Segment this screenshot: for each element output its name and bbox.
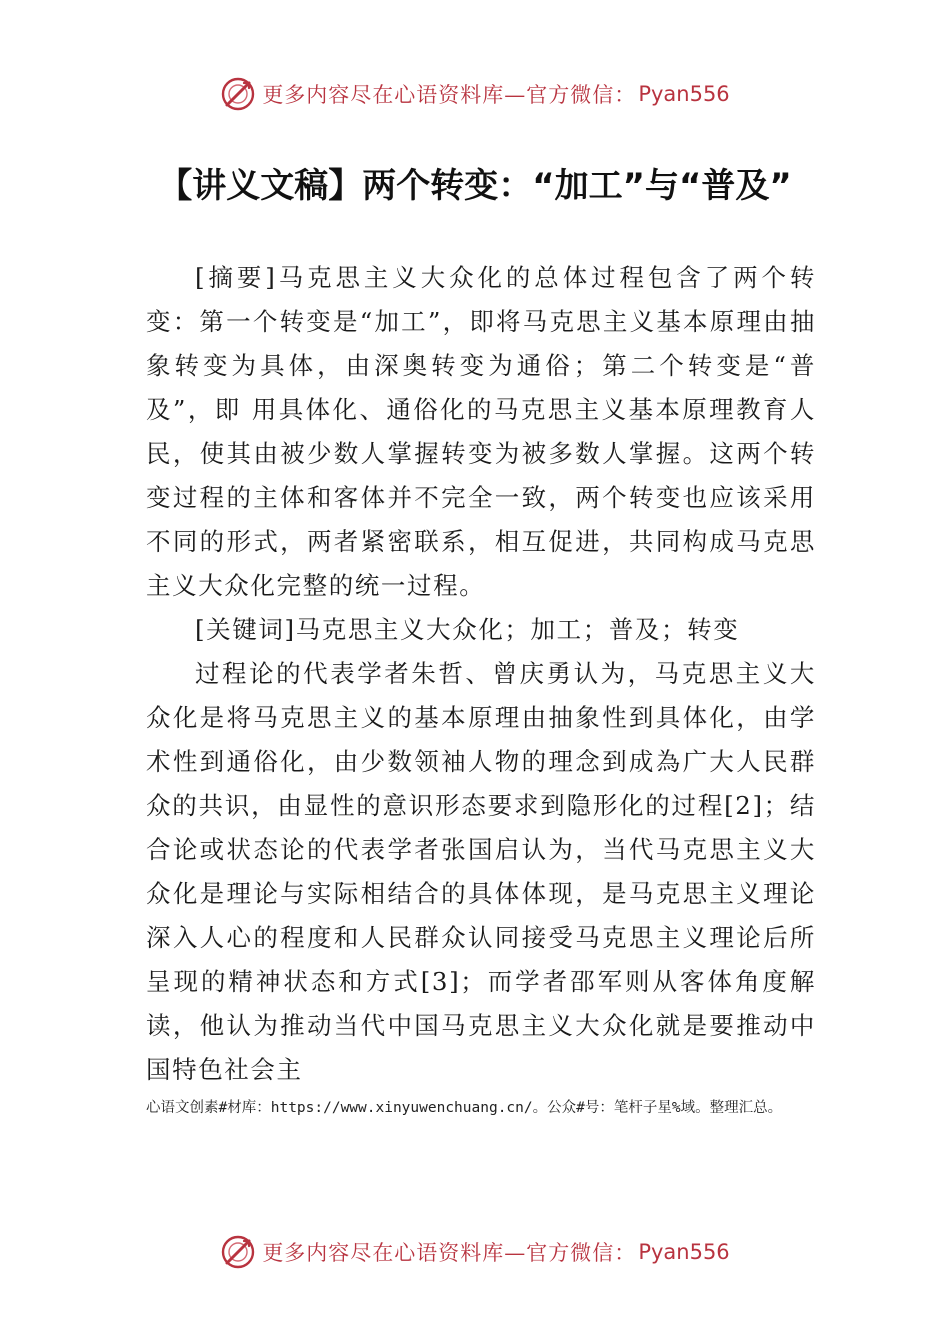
source-note: 心语文创素#材库：https://www.xinyuwenchuang.cn/。公众#号：笔杆子星%域。整理汇总。 — [146, 1100, 783, 1116]
header-banner — [0, 74, 950, 114]
banner-text: 更多内容尽在心语资料库—官方微信： — [262, 83, 637, 107]
document-body — [146, 256, 816, 1092]
banner-text: 更多内容尽在心语资料库—官方微信： — [262, 1241, 637, 1265]
document-title: 【讲义文稿】两个转变：“加工”与“普及” — [158, 166, 792, 206]
body-paragraph: 过程论的代表学者朱哲、曾庆勇认为，马克思主义大众化是将马克思主义的基本原理由抽象性到具体化，由学术性到通俗化，由少数领袖人物的理念到成為广大人民群众的共识，由显性的意识形态要求到隐形化的过程[2]；结合论或状态论的代表学者张国启认为，当代马克思主义大众化是理论与实际相结合的具体体现，是马克思主义理论深入人心的程度和人民群众认同接受马克思主义理论后所呈现的精神状态和方式[3]；而学者邵军则从客体角度解读，他认为推动当代中国马克思主义大众化就是要推动中国特色社会主 — [146, 659, 816, 1084]
wechat-id: Pyan556 — [638, 1240, 730, 1264]
brand-logo-icon — [220, 1234, 256, 1270]
footer-banner — [0, 1232, 950, 1272]
brand-logo-icon — [220, 76, 256, 112]
wechat-id: Pyan556 — [638, 82, 730, 106]
abstract-paragraph: [摘要]马克思主义大众化的总体过程包含了两个转变：第一个转变是“加工”，即将马克思主义基本原理由抽象转变为具体，由深奥转变为通俗；第二个转变是“普及”，即 用具体化、通俗化的马克思主义基本原理教育人民，使其由被少数人掌握转变为被多数人掌握。这两个转变过程的主体和客体并不完全一致，两个转变也应该采用不同的形式，两者紧密联系，相互促进，共同构成马克思主义大众化完整的统一过程。 — [146, 263, 816, 600]
keywords-paragraph: [关键词]马克思主义大众化；加工；普及；转变 — [195, 615, 740, 644]
